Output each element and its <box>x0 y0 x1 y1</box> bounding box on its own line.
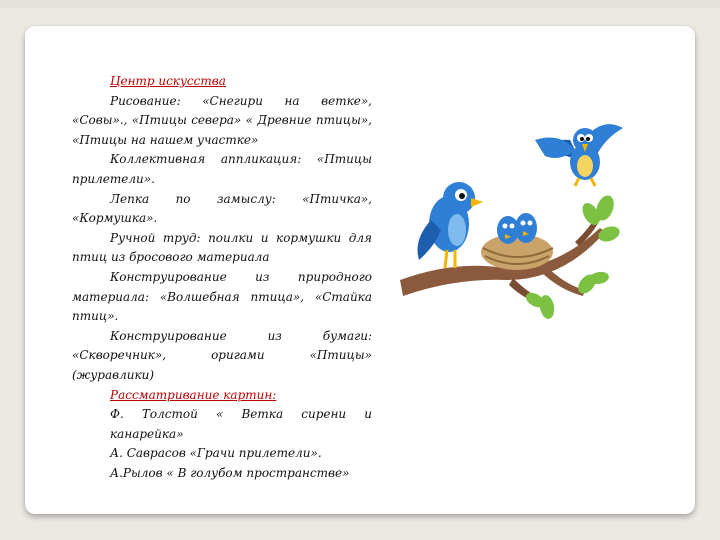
bird-flying <box>535 124 623 186</box>
bird-sitting <box>418 182 484 268</box>
painting-item: А.Рылов « В голубом пространстве» <box>110 465 350 480</box>
section-title-art-center: Центр искусства <box>110 74 226 88</box>
drawing-line: Рисование: «Снегири на ветке», «Совы»., «Птицы севера» « Древние птицы», «Птицы на нашем участке» <box>72 93 372 147</box>
painting-item: А. Саврасов «Грачи прилетели». <box>110 446 322 461</box>
birds-illustration <box>395 110 625 340</box>
natural-construction-line: Конструирование из природного материала: «Волшебная птица», «Стайка птиц». <box>72 269 372 324</box>
section-title-paintings: Рассматривание картин: <box>110 387 277 402</box>
applique-line: Коллективная аппликация: «Птицы прилетели». <box>72 152 372 186</box>
paper-construction-line: Конструирование из бумаги: «Скворечник», оригами «Птицы» (журавлики) <box>72 328 372 382</box>
nest <box>481 234 553 270</box>
top-band <box>0 0 720 8</box>
painting-item: Ф. Толстой « Ветка сирени и канарейка» <box>110 407 372 441</box>
modeling-line: Лепка по замыслу: «Птичка», «Кормушка». <box>72 191 372 226</box>
manual-labor-line: Ручной труд: поилки и кормушки для птиц из бросового материала <box>72 230 372 265</box>
slide-text <box>72 72 372 483</box>
